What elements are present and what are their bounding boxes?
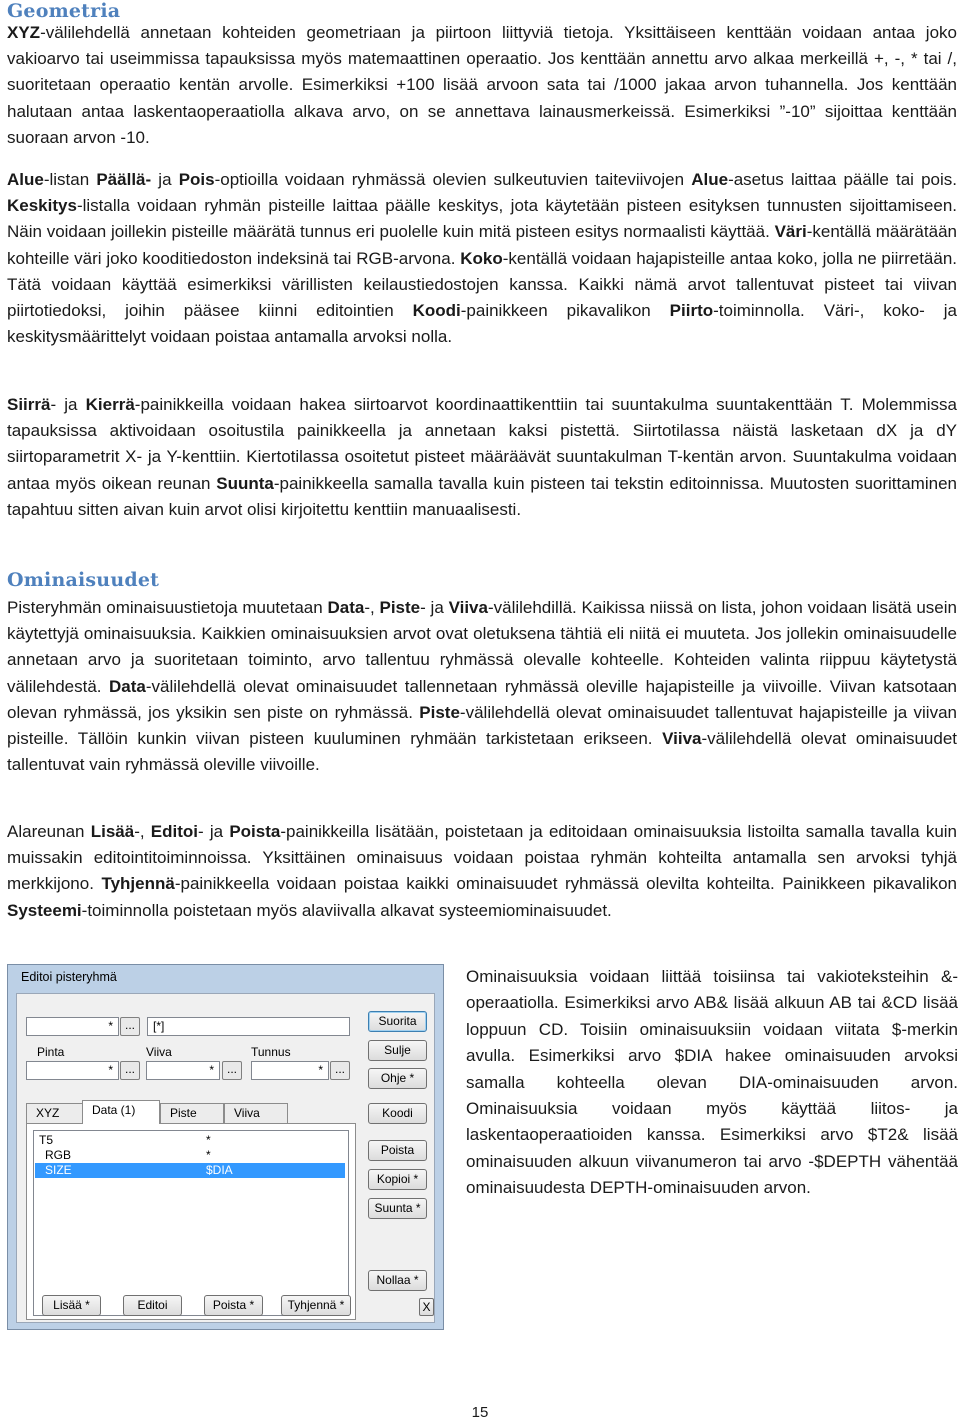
button-label: Suunta * (374, 1201, 421, 1215)
row-value: * (206, 1133, 211, 1147)
heading-geometria: Geometria (7, 0, 121, 22)
tab-viiva[interactable] (224, 1103, 288, 1123)
browse-label: ... (226, 1062, 237, 1076)
row-value: * (206, 1148, 211, 1162)
text-span: -toiminnolla. Väri-, koko- ja keskitysmäärittelyt voidaan poistaa antamalla arvoksi nolla. (7, 301, 957, 347)
editoi-button[interactable] (123, 1295, 182, 1316)
pinta-browse-button[interactable] (120, 1061, 140, 1080)
tab-panel-data (26, 1123, 356, 1320)
koodi-button[interactable] (368, 1103, 427, 1124)
button-label: Suorita (378, 1014, 417, 1028)
list-item[interactable] (35, 1133, 345, 1148)
dialog-title: Editoi pisteryhmä (21, 970, 117, 984)
text-span: -välilehdellä olevat ominaisuudet tallentuvat hajapisteille ja viivan pisteille. Tällöin kunkin viivan pisteen kuuluminen ryhmään tarkistetaan erikseen. (7, 702, 957, 749)
close-label: X (422, 1300, 431, 1314)
bold-keskitys: Keskitys (7, 196, 77, 216)
text-span: ja (151, 170, 179, 189)
text-span: -toiminnolla poistetaan myös alaviivalla alkavat systeemiominaisuudet. (81, 900, 612, 920)
paragraph-xyz (7, 20, 957, 151)
text-span: -, (134, 822, 151, 841)
tab-data[interactable] (82, 1100, 160, 1124)
label-pinta: Pinta (37, 1045, 65, 1059)
tab-label: Data (1) (92, 1103, 136, 1117)
text-span: -välilehdellä olevat ominaisuudet tallentuvat vain ryhmässä oleville viivoille. (7, 729, 958, 775)
tab-strip (26, 1100, 356, 1123)
text-span: -listan (43, 170, 97, 189)
code-browse-button[interactable] (120, 1017, 140, 1036)
browse-label: ... (124, 1062, 135, 1076)
heading-ominaisuudet: Ominaisuudet (7, 569, 160, 591)
bold-tyhjenna: Tyhjennä (101, 874, 175, 894)
tab-piste[interactable] (160, 1103, 224, 1123)
text-span: -asetus laittaa päälle tai pois. (728, 170, 957, 189)
paragraph-xyz-text: -välilehdellä annetaan kohteiden geometriaan ja piirtoon liittyviä tietoja. Yksittäiseen kenttään voidaan antaa joko vakioarvo tai useimmissa tapauksissa myös matemaattinen operaatio. Jos kenttään annettu arvo alkaa merkeillä +, -, * tai /, suoritetaan operaatio kentän arvolle. Esimerkiksi +100 lisää arvoon sata tai /1000 jakaa arvon tuhannella. Jos kenttään halutaan antaa laskentaoperaatiolla alkava arvo, on se annettava lainausmerkeissä. Esimerkiksi ”-10” sijoittaa kenttään suoraan arvon -10. (7, 23, 957, 147)
text-span: -painikkeen pikavalikon (460, 301, 670, 321)
tunnus-browse-button[interactable] (330, 1061, 350, 1080)
label-viiva: Viiva (146, 1045, 172, 1059)
button-label: Kopioi * (376, 1172, 419, 1186)
pinta-field[interactable] (26, 1061, 119, 1080)
bold-paalla: Päällä- (96, 170, 152, 189)
text-span: -kentällä määrätään kohteille väri joko kooditiedoston indeksinä tai RGB-arvona. (7, 222, 957, 268)
bold-data: Data (327, 598, 365, 617)
bold-piste-2: Piste (419, 702, 460, 722)
viiva-field[interactable] (146, 1061, 220, 1080)
bold-alue-2: Alue (691, 170, 729, 189)
code-field-value: * (108, 1019, 113, 1033)
row-key: RGB (45, 1148, 72, 1162)
page-number: 15 (471, 1404, 489, 1421)
bold-koodi: Koodi (412, 301, 461, 321)
tab-label: Piste (170, 1106, 197, 1120)
row-key: T5 (39, 1133, 54, 1147)
dialog-client-area (16, 993, 435, 1323)
button-label: Lisää * (53, 1298, 90, 1312)
poista-button[interactable] (368, 1140, 427, 1161)
button-label: Poista * (212, 1298, 255, 1312)
bold-koko: Koko (460, 248, 503, 268)
button-label: Nollaa * (376, 1273, 419, 1287)
text-span: -painikkeella voidaan poistaa kaikki ominaisuudet ryhmässä olevilta kohteilta. Painikkeen pikavalikon (174, 874, 957, 894)
button-label: Ohje * (380, 1071, 415, 1085)
viiva-value: * (209, 1063, 214, 1077)
text-span: -listalla voidaan ryhmän pisteille laittaa päälle keskitys, jota käytetään pisteen esityksen tunnusten sijoittamiseen. Näin voidaan joillekin pisteille määrätä tunnus eri puolelle kuin mitä pisteen esitys normaalisti käyttää. (7, 196, 957, 242)
properties-list[interactable] (33, 1130, 349, 1316)
text-span: Pisteryhmän ominaisuustietoja muutetaan (7, 598, 328, 617)
paragraph-alue (7, 167, 957, 350)
dialog-titlebar (8, 965, 443, 989)
lisaa-button[interactable] (42, 1295, 101, 1316)
suunta-button[interactable] (368, 1198, 427, 1219)
text-span: -välilehdillä. Kaikissa niissä on lista, johon voidaan lisätä usein käytettyjä ominaisuuksia. Kaikkien ominaisuuksien arvot ovat oletuksena tähtiä eli niitä ei muuteta. Jos jollekin ominaisuudelle annetaan arvo ja suoritetaan toiminto, arvo tallentuu ryhmässä olevalle kohteelle. Kohteiden valinta riippuu käytetystä välilehdestä. (7, 598, 957, 696)
paragraph-ominaisuudet (7, 595, 957, 778)
bold-poista: Poista (229, 822, 281, 841)
bold-suunta: Suunta (216, 473, 274, 493)
text-span: - ja (50, 395, 86, 414)
text-span: - ja (420, 598, 449, 617)
bold-piirto: Piirto (669, 301, 714, 321)
browse-label: ... (124, 1018, 135, 1032)
code-field[interactable] (26, 1017, 119, 1036)
pinta-value: * (108, 1063, 113, 1077)
bold-xyz: XYZ (7, 23, 41, 42)
paragraph-alareunan (7, 819, 957, 924)
bold-lisaa: Lisää (90, 822, 135, 841)
paragraph-siirra (7, 392, 957, 523)
button-label: Tyhjennä * (287, 1298, 345, 1312)
text-span: -painikkeilla voidaan hakea siirtoarvot koordinaattikenttiin tai suuntakulma suuntakenttään T. Molemmissa tapauksissa aktivoidaan osoitustila painikkeella ja annetaan kaksi pistettä. Siirtotilassa näistä lasketaan dX ja dY siirtoparametrit X- ja Y-kenttiin. Kiertotilassa osoitetut pisteet määräävät suuntakulman T-kentän arvon. Suuntakulma voidaan antaa myös oikean reunan (7, 395, 957, 493)
bold-alue: Alue (7, 170, 44, 189)
browse-label: ... (334, 1062, 345, 1076)
tab-label: Viiva (234, 1106, 260, 1120)
button-label: Sulje (384, 1043, 411, 1057)
bold-piste: Piste (379, 598, 421, 617)
viiva-browse-button[interactable] (222, 1061, 242, 1080)
button-label: Poista (380, 1143, 415, 1157)
text-span: -optioilla voidaan ryhmässä olevien sulkeutuvien taiteviivojen (214, 170, 692, 189)
bold-systeemi: Systeemi (7, 900, 82, 920)
text-span: Alareunan (7, 822, 91, 841)
list-item[interactable] (35, 1148, 345, 1163)
bold-kierra: Kierrä (85, 395, 135, 414)
list-item-selected[interactable] (35, 1163, 345, 1178)
bold-vari: Väri (774, 222, 807, 242)
close-icon[interactable] (419, 1298, 434, 1316)
bold-viiva-2: Viiva (662, 729, 702, 749)
text-span: - ja (198, 822, 230, 841)
paragraph-side-note: Ominaisuuksia voidaan liittää toisiinsa tai vakioteksteihin &-operaatiolla. Esimerkiksi arvo AB& lisää alkuun AB tai &CD lisää loppuun CD. Toisiin ominaisuuksiin voidaan viitata $-merkin avulla. Esimerkiksi arvo $DIA hakee ominaisuuden arvoksi samalla kohteella olevan DIA-ominaisuuden arvon. Ominaisuuksia voidaan myös käyttää liitos- ja laskentaoperaatioiden kanssa. Esimerkiksi arvo $T2& lisää ominaisuuden alkuun viivanumeron tai arvo -$DEPTH vähentää ominaisuudesta DEPTH-ominaisuuden arvon. (466, 967, 958, 1198)
text-span: -painikkeilla lisätään, poistetaan ja editoidaan ominaisuuksia listoilta samalla tavalla kuin muissakin editointitoiminnoissa. Yksittäinen ominaisuus voidaan poistaa ryhmän kohteilta antamalla sen arvoksi tyhjä merkkijono. (7, 822, 958, 894)
bold-data-2: Data (109, 676, 146, 696)
edit-point-group-dialog (7, 964, 444, 1330)
nollaa-button[interactable] (368, 1270, 427, 1291)
bold-pois: Pois (178, 170, 215, 189)
point-list-value: [*] (153, 1019, 165, 1033)
button-label: Koodi (382, 1106, 413, 1120)
text-span: -välilehdellä olevat ominaisuudet tallennetaan ryhmässä oleville hajapisteille ja viivoille. Viivan katsotaan olevan ryhmässä, jos yksikin sen piste on ryhmässä. (7, 676, 957, 722)
tunnus-field[interactable] (251, 1061, 329, 1080)
poista-property-button[interactable] (204, 1295, 263, 1316)
kopioi-button[interactable] (368, 1169, 427, 1190)
bold-editoi: Editoi (150, 822, 199, 841)
text-span: -, (364, 598, 380, 617)
tab-label: XYZ (36, 1106, 60, 1120)
bold-viiva: Viiva (448, 598, 488, 617)
tunnus-value: * (318, 1063, 323, 1077)
ohje-button[interactable] (368, 1068, 427, 1089)
point-list-field[interactable] (147, 1017, 350, 1036)
bold-siirra: Siirrä (7, 395, 51, 414)
row-value: $DIA (206, 1163, 233, 1177)
label-tunnus: Tunnus (251, 1045, 291, 1059)
sulje-button[interactable] (368, 1040, 427, 1061)
button-label: Editoi (137, 1298, 168, 1312)
row-key: SIZE (45, 1163, 72, 1177)
text-span: -kentällä voidaan hajapisteille antaa koko, jolla ne piirretään. Tätä voidaan käyttää esimerkiksi värillisten keilaustiedostojen kanssa. Kaikki nämä arvot tallentuvat pisteet tai viivan piirtotiedoksi, joihin pääsee kiinni editointien (7, 248, 958, 321)
suorita-button[interactable] (368, 1011, 427, 1032)
text-span: -painikkeella samalla tavalla kuin pisteen tai tekstin editoinnissa. Muutosten suorittaminen tapahtuu sitten aivan kuin arvot olisi kirjoitettu kenttiin manuaalisesti. (7, 473, 957, 519)
tyhjenna-button[interactable] (281, 1295, 351, 1316)
tab-xyz[interactable] (26, 1103, 84, 1123)
